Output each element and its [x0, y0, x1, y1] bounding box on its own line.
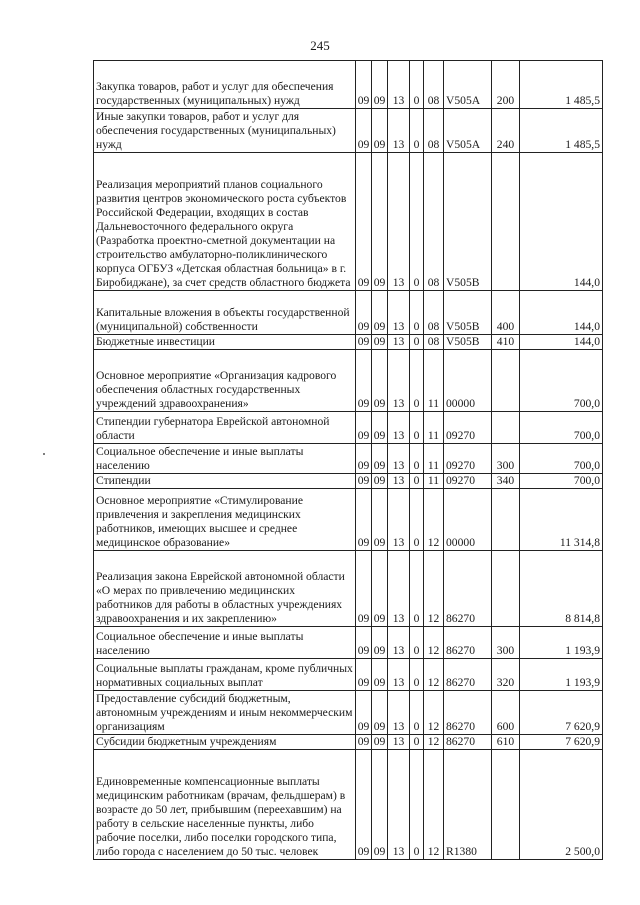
row-name: Реализация закона Еврейской автономной области «О мерах по привлечению медицинских работников для работы в областных учреждениях здравоохранения и их закреплению» [94, 551, 356, 627]
sum-value: 11 314,8 [520, 489, 603, 551]
target-code: 86270 [444, 735, 492, 750]
table-row [94, 412, 603, 444]
subprogram-code: 0 [410, 551, 424, 627]
sum-value: 7 620,9 [520, 735, 603, 750]
row-name: Стипендии [94, 474, 356, 489]
sum-value: 1 193,9 [520, 659, 603, 691]
row-name: Стипендии губернатора Еврейской автономной области [94, 412, 356, 444]
budget-table [93, 60, 603, 860]
sum-value: 2 500,0 [520, 750, 603, 860]
target-code: 86270 [444, 627, 492, 659]
sum-value: 144,0 [520, 153, 603, 291]
measure-code: 11 [424, 350, 444, 412]
table-row [94, 335, 603, 350]
row-name: Основное мероприятие «Организация кадрового обеспечения областных государственных учреждений здравоохранения» [94, 350, 356, 412]
subprogram-code: 0 [410, 627, 424, 659]
section-code: 09 [356, 659, 372, 691]
expense-type-code [492, 153, 520, 291]
target-code: V505B [444, 153, 492, 291]
sum-value: 700,0 [520, 350, 603, 412]
row-name: Бюджетные инвестиции [94, 335, 356, 350]
subprogram-code: 0 [410, 350, 424, 412]
subsection-code: 09 [372, 109, 388, 153]
subprogram-code: 0 [410, 659, 424, 691]
subsection-code: 09 [372, 412, 388, 444]
expense-type-code: 240 [492, 109, 520, 153]
program-code: 13 [388, 735, 410, 750]
section-code: 09 [356, 412, 372, 444]
table-row [94, 735, 603, 750]
row-name: Капитальные вложения в объекты государственной (муниципальной) собственности [94, 291, 356, 335]
sum-value: 8 814,8 [520, 551, 603, 627]
measure-code: 08 [424, 153, 444, 291]
program-code: 13 [388, 350, 410, 412]
measure-code: 12 [424, 750, 444, 860]
target-code: V505B [444, 335, 492, 350]
sum-value: 7 620,9 [520, 691, 603, 735]
expense-type-code: 340 [492, 474, 520, 489]
budget-table-body [94, 61, 603, 860]
page-number: 245 [310, 38, 330, 53]
subsection-code: 09 [372, 627, 388, 659]
measure-code: 12 [424, 551, 444, 627]
subsection-code: 09 [372, 153, 388, 291]
row-name: Социальное обеспечение и иные выплаты населению [94, 627, 356, 659]
expense-type-code [492, 489, 520, 551]
table-row [94, 489, 603, 551]
table-row [94, 750, 603, 860]
program-code: 13 [388, 474, 410, 489]
measure-code: 08 [424, 61, 444, 109]
measure-code: 08 [424, 335, 444, 350]
sum-value: 144,0 [520, 335, 603, 350]
table-row [94, 61, 603, 109]
subprogram-code: 0 [410, 291, 424, 335]
measure-code: 12 [424, 735, 444, 750]
expense-type-code: 400 [492, 291, 520, 335]
measure-code: 08 [424, 109, 444, 153]
section-code: 09 [356, 474, 372, 489]
sum-value: 1 485,5 [520, 61, 603, 109]
program-code: 13 [388, 489, 410, 551]
measure-code: 12 [424, 489, 444, 551]
target-code: 00000 [444, 350, 492, 412]
expense-type-code: 320 [492, 659, 520, 691]
target-code: R1380 [444, 750, 492, 860]
program-code: 13 [388, 61, 410, 109]
section-code: 09 [356, 750, 372, 860]
measure-code: 12 [424, 627, 444, 659]
section-code: 09 [356, 444, 372, 474]
row-name: Реализация мероприятий планов социального развития центров экономического роста субъектов Российской Федерации, входящих в состав Дальневосточного федерального округа (Разработка проектно-сметной документации на строительство амбулаторно-поликлинического корпуса ОГБУЗ «Детская областная больница» в г. Биробиджане), за счет средств областного бюджета [94, 153, 356, 291]
program-code: 13 [388, 627, 410, 659]
sum-value: 1 485,5 [520, 109, 603, 153]
subprogram-code: 0 [410, 444, 424, 474]
table-row [94, 691, 603, 735]
target-code: 09270 [444, 412, 492, 444]
target-code: V505A [444, 109, 492, 153]
measure-code: 11 [424, 444, 444, 474]
measure-code: 08 [424, 291, 444, 335]
subsection-code: 09 [372, 61, 388, 109]
row-name: Субсидии бюджетным учреждениям [94, 735, 356, 750]
sum-value: 1 193,9 [520, 627, 603, 659]
row-name: Социальное обеспечение и иные выплаты населению [94, 444, 356, 474]
table-row [94, 153, 603, 291]
target-code: 09270 [444, 474, 492, 489]
target-code: 00000 [444, 489, 492, 551]
table-row [94, 109, 603, 153]
row-name: Закупка товаров, работ и услуг для обеспечения государственных (муниципальных) нужд [94, 61, 356, 109]
expense-type-code: 600 [492, 691, 520, 735]
program-code: 13 [388, 750, 410, 860]
sum-value: 700,0 [520, 474, 603, 489]
section-code: 09 [356, 489, 372, 551]
subprogram-code: 0 [410, 412, 424, 444]
program-code: 13 [388, 444, 410, 474]
expense-type-code: 610 [492, 735, 520, 750]
subprogram-code: 0 [410, 153, 424, 291]
section-code: 09 [356, 735, 372, 750]
section-code: 09 [356, 627, 372, 659]
target-code: 86270 [444, 659, 492, 691]
section-code: 09 [356, 109, 372, 153]
expense-type-code [492, 750, 520, 860]
program-code: 13 [388, 412, 410, 444]
section-code: 09 [356, 335, 372, 350]
expense-type-code [492, 350, 520, 412]
table-row [94, 659, 603, 691]
expense-type-code [492, 412, 520, 444]
program-code: 13 [388, 691, 410, 735]
target-code: V505A [444, 61, 492, 109]
section-code: 09 [356, 291, 372, 335]
subsection-code: 09 [372, 691, 388, 735]
program-code: 13 [388, 551, 410, 627]
subsection-code: 09 [372, 291, 388, 335]
scan-mark [43, 453, 45, 455]
program-code: 13 [388, 153, 410, 291]
sum-value: 144,0 [520, 291, 603, 335]
measure-code: 12 [424, 659, 444, 691]
measure-code: 12 [424, 691, 444, 735]
row-name: Единовременные компенсационные выплаты медицинским работникам (врачам, фельдшерам) в возрасте до 50 лет, прибывшим (переехавшим) на работу в сельские населенные пункты, либо рабочие поселки, либо поселки городского типа, либо города с населением до 50 тыс. человек [94, 750, 356, 860]
program-code: 13 [388, 291, 410, 335]
subprogram-code: 0 [410, 335, 424, 350]
subsection-code: 09 [372, 474, 388, 489]
measure-code: 11 [424, 474, 444, 489]
row-name: Предоставление субсидий бюджетным, автономным учреждениям и иным некоммерческим организациям [94, 691, 356, 735]
program-code: 13 [388, 335, 410, 350]
table-row [94, 291, 603, 335]
section-code: 09 [356, 61, 372, 109]
expense-type-code: 300 [492, 627, 520, 659]
subprogram-code: 0 [410, 691, 424, 735]
row-name: Иные закупки товаров, работ и услуг для обеспечения государственных (муниципальных) нужд [94, 109, 356, 153]
table-row [94, 627, 603, 659]
subsection-code: 09 [372, 551, 388, 627]
table-row [94, 551, 603, 627]
table-row [94, 444, 603, 474]
program-code: 13 [388, 109, 410, 153]
program-code: 13 [388, 659, 410, 691]
subprogram-code: 0 [410, 735, 424, 750]
subsection-code: 09 [372, 489, 388, 551]
subsection-code: 09 [372, 444, 388, 474]
expense-type-code: 300 [492, 444, 520, 474]
subsection-code: 09 [372, 659, 388, 691]
section-code: 09 [356, 691, 372, 735]
sum-value: 700,0 [520, 412, 603, 444]
section-code: 09 [356, 551, 372, 627]
subsection-code: 09 [372, 335, 388, 350]
table-row [94, 474, 603, 489]
target-code: 09270 [444, 444, 492, 474]
subsection-code: 09 [372, 735, 388, 750]
subprogram-code: 0 [410, 474, 424, 489]
subsection-code: 09 [372, 350, 388, 412]
section-code: 09 [356, 350, 372, 412]
target-code: V505B [444, 291, 492, 335]
section-code: 09 [356, 153, 372, 291]
table-row [94, 350, 603, 412]
row-name: Основное мероприятие «Стимулирование привлечения и закрепления медицинских работников, имеющих высшее и среднее медицинское образование» [94, 489, 356, 551]
measure-code: 11 [424, 412, 444, 444]
subprogram-code: 0 [410, 109, 424, 153]
subsection-code: 09 [372, 750, 388, 860]
target-code: 86270 [444, 691, 492, 735]
expense-type-code [492, 551, 520, 627]
expense-type-code: 200 [492, 61, 520, 109]
target-code: 86270 [444, 551, 492, 627]
sum-value: 700,0 [520, 444, 603, 474]
subprogram-code: 0 [410, 61, 424, 109]
expense-type-code: 410 [492, 335, 520, 350]
row-name: Социальные выплаты гражданам, кроме публичных нормативных социальных выплат [94, 659, 356, 691]
subprogram-code: 0 [410, 750, 424, 860]
subprogram-code: 0 [410, 489, 424, 551]
